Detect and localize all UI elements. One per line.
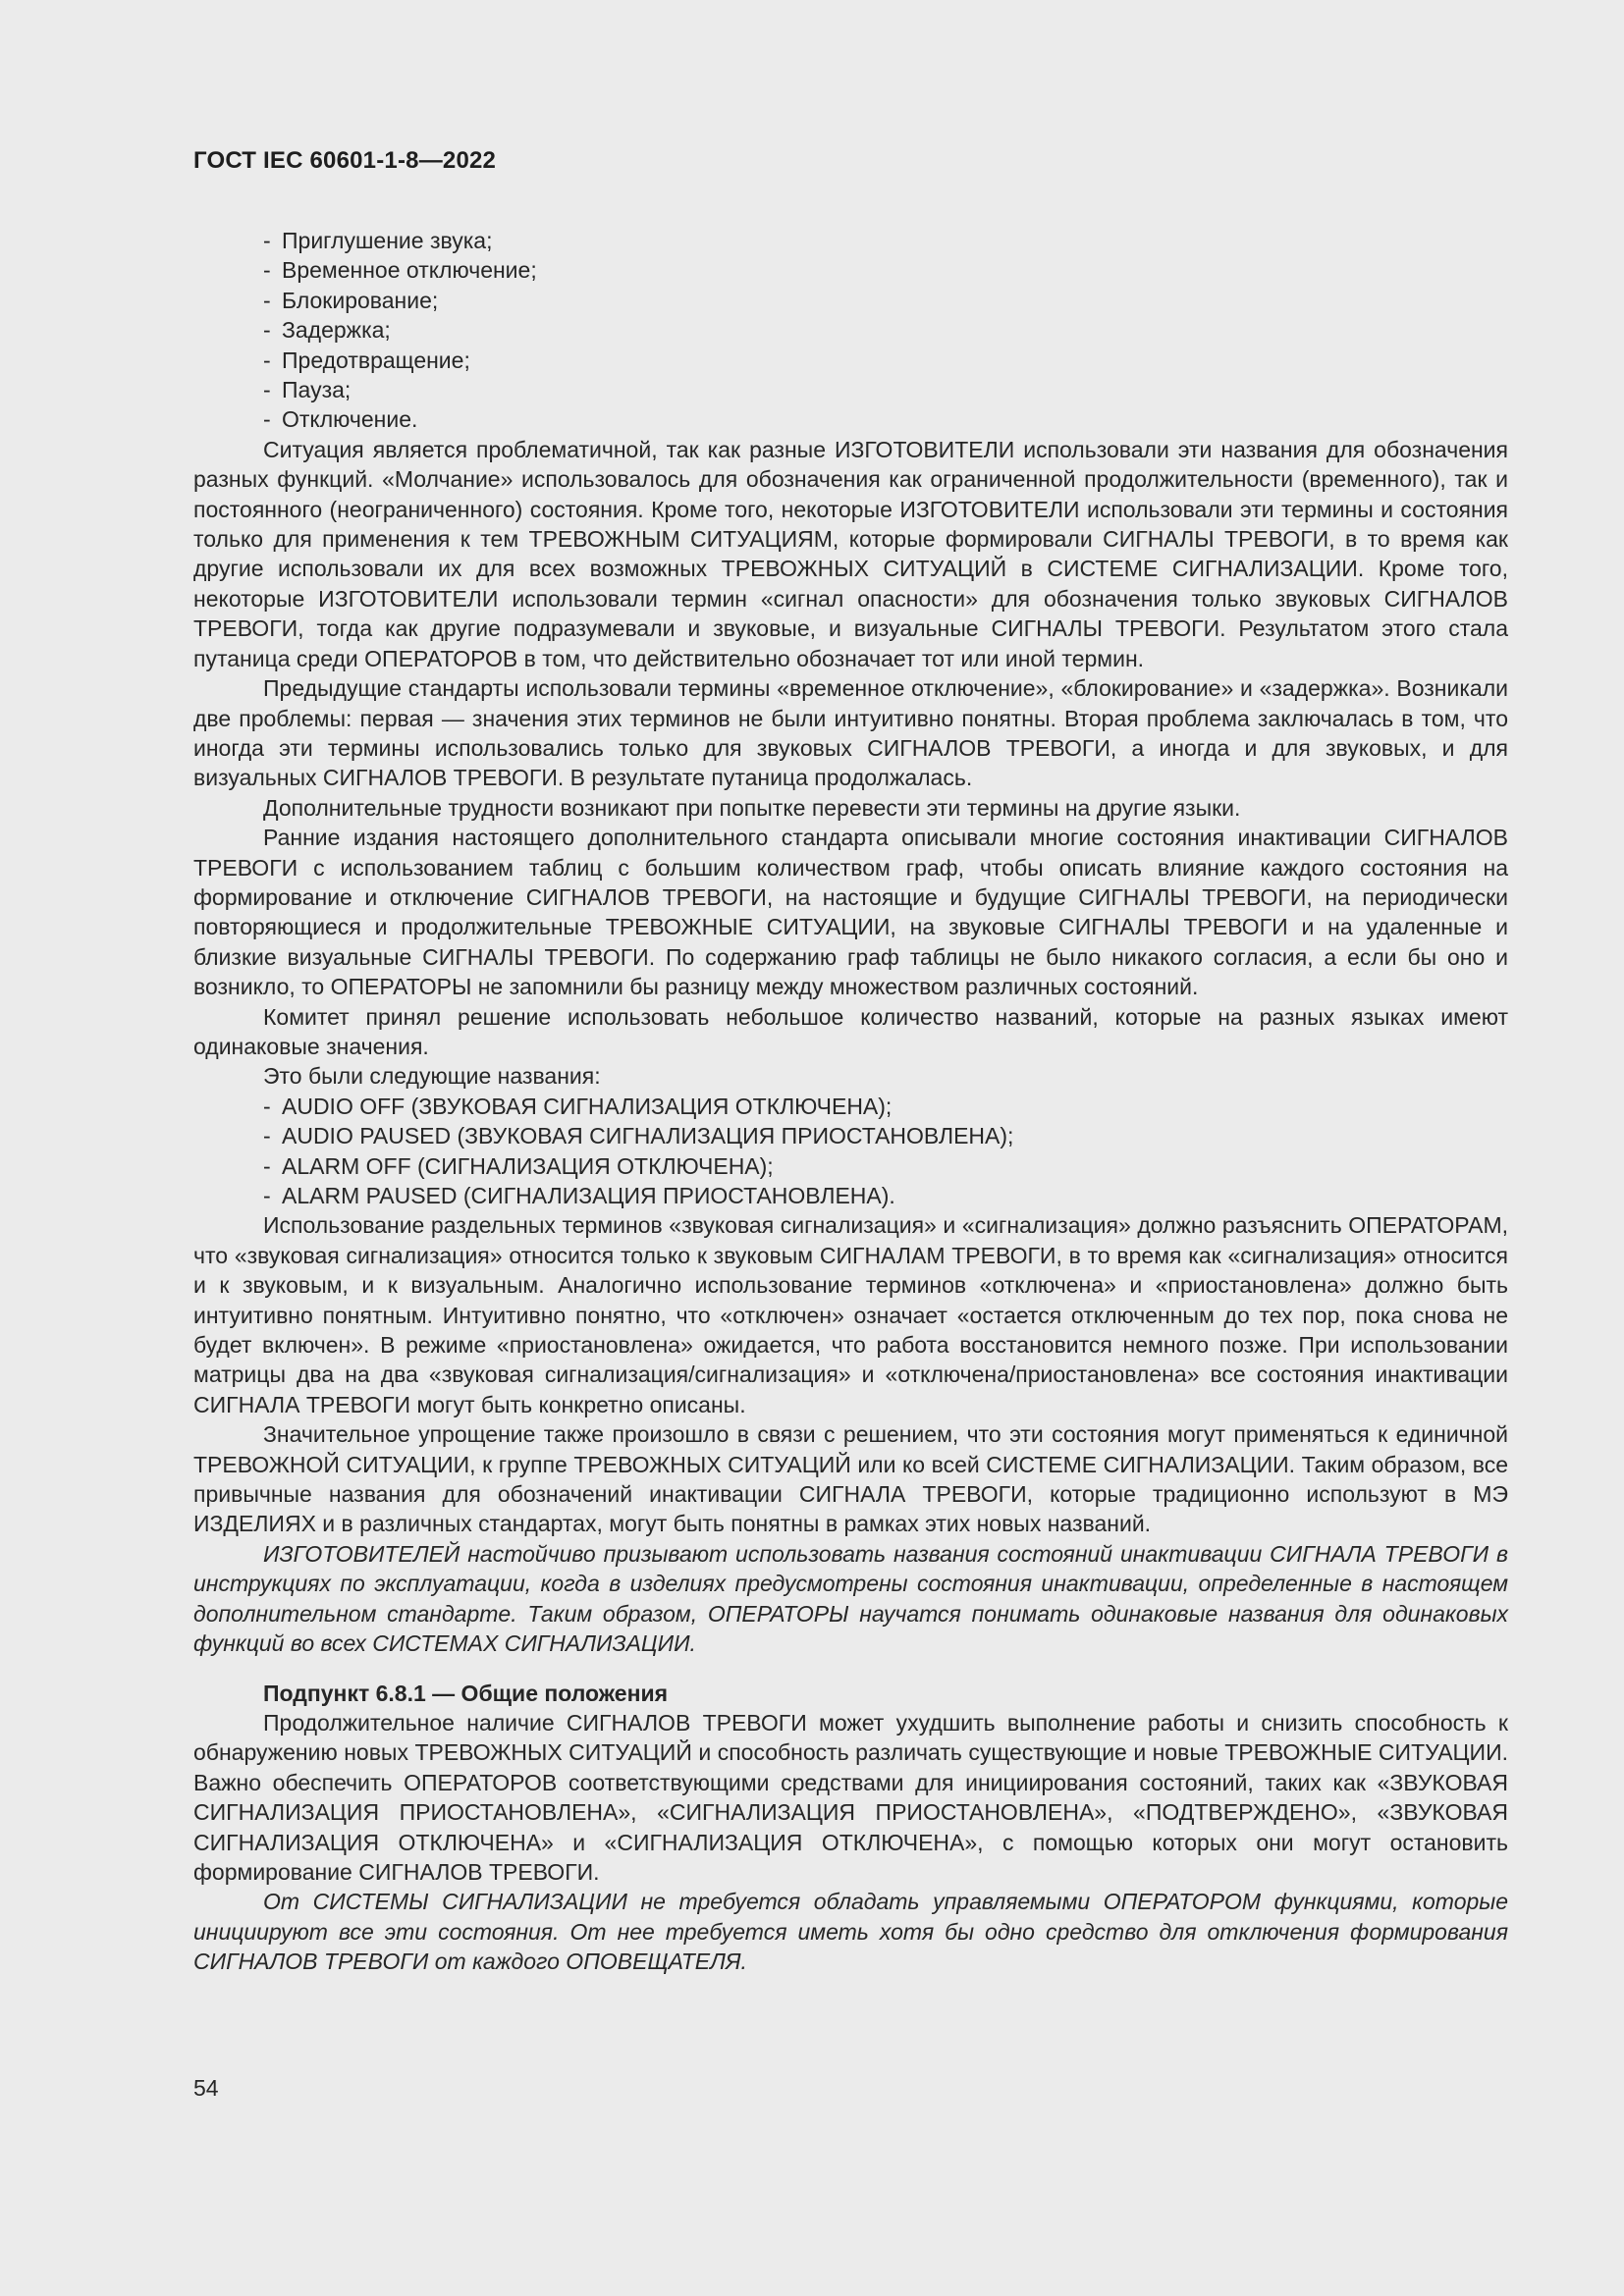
paragraph: Продолжительное наличие СИГНАЛОВ ТРЕВОГИ может ухудшить выполнение работы и снизить способность к обнаружению новых ТРЕВОЖНЫХ СИТУАЦИЙ и способность различать существующие и новые ТРЕВОЖНЫЕ СИТУАЦИИ. Важно обеспечить ОПЕРАТОРОВ соответствующими средствами для инициирования состояний, таких как «ЗВУКОВАЯ СИГНАЛИЗАЦИЯ ПРИОСТАНОВЛЕНА», «СИГНАЛИЗАЦИЯ ПРИОСТАНОВЛЕНА», «ПОДТВЕРЖДЕНО», «ЗВУКОВАЯ СИГНАЛИЗАЦИЯ ОТКЛЮЧЕНА» и «СИГНАЛИЗАЦИЯ ОТКЛЮЧЕНА», с помощью которых они могут остановить формирование СИГНАЛОВ ТРЕВОГИ. (193, 1709, 1508, 1885)
italic-note-paragraph: ИЗГОТОВИТЕЛЕЙ настойчиво призывают использовать названия состояний инактивации СИГНАЛА ТРЕВОГИ в инструкциях по эксплуатации, когда в изделиях предусмотрены состояния инактивации, определенные в настоящем дополнительном стандарте. Таким образом, ОПЕРАТОРЫ научатся понимать одинаковые названия для одинаковых функций во всех СИСТЕМАХ СИГНАЛИЗАЦИИ. (193, 1540, 1508, 1657)
paragraph: Комитет принял решение использовать небольшое количество названий, которые на разных языках имеют одинаковые значения. (193, 1003, 1508, 1059)
page-header-title: ГОСТ IEC 60601-1-8—2022 (193, 147, 497, 174)
paragraph: Использование раздельных терминов «звуковая сигнализация» и «сигнализация» должно разъяснить ОПЕРАТОРАМ, что «звуковая сигнализация» относится только к звуковым СИГНАЛАМ ТРЕВОГИ, в то время как «сигнализация» относится и к звуковым, и к визуальным. Аналогично использование терминов «отключена» и «приостановлена» должно быть интуитивно понятным. Интуитивно понятно, что «отключен» означает «остается отключенным до тех пор, пока снова не будет включен». В режиме «приостановлена» ожидается, что работа восстановится немного позже. При использовании матрицы два на два «звуковая сигнализация/сигнализация» и «отключена/приостановлена» все состояния инактивации СИГНАЛА ТРЕВОГИ могут быть конкретно описаны. (193, 1212, 1508, 1417)
list-item: - Задержка; (263, 315, 1508, 345)
page-number: 54 (193, 2075, 219, 2101)
list-item: - Предотвращение; (263, 346, 1508, 375)
list-item: - ALARM PAUSED (СИГНАЛИЗАЦИЯ ПРИОСТАНОВЛЕНА). (263, 1181, 1508, 1210)
paragraph: Предыдущие стандарты использовали термины «временное отключение», «блокирование» и «задержка». Возникали две проблемы: первая — значения этих терминов не были интуитивно понятны. Вторая проблема заключалась в том, что иногда эти термины использовались только для звуковых СИГНАЛОВ ТРЕВОГИ, а иногда и для звуковых, и для визуальных СИГНАЛОВ ТРЕВОГИ. В результате путаница продолжалась. (193, 675, 1508, 791)
paragraph: Ситуация является проблематичной, так как разные ИЗГОТОВИТЕЛИ использовали эти названия для обозначения разных функций. «Молчание» использовалось для обозначения как ограниченной продолжительности (временного), так и постоянного (неограниченного) состояния. Кроме того, некоторые ИЗГОТОВИТЕЛИ использовали эти термины и состояния только для применения к тем ТРЕВОЖНЫМ СИТУАЦИЯМ, которые формировали СИГНАЛЫ ТРЕВОГИ, в то время как другие использовали их для всех возможных ТРЕВОЖНЫХ СИТУАЦИЙ в СИСТЕМЕ СИГНАЛИЗАЦИИ. Кроме того, некоторые ИЗГОТОВИТЕЛИ использовали термин «сигнал опасности» для обозначения только звуковых СИГНАЛОВ ТРЕВОГИ, тогда как другие подразумевали и звуковые, и визуальные СИГНАЛЫ ТРЕВОГИ. Результатом этого стала путаница среди ОПЕРАТОРОВ в том, что действительно обозначает тот или иной термин. (193, 436, 1508, 671)
state-names-list (193, 1092, 1508, 1211)
inactivation-terms-list (193, 226, 1508, 435)
list-item: - Блокирование; (263, 286, 1508, 315)
list-item: - ALARM OFF (СИГНАЛИЗАЦИЯ ОТКЛЮЧЕНА); (263, 1151, 1508, 1181)
paragraph: Ранние издания настоящего дополнительного стандарта описывали многие состояния инактивации СИГНАЛОВ ТРЕВОГИ с использованием таблиц с большим количеством граф, чтобы описать влияние каждого состояния на формирование и отключение СИГНАЛОВ ТРЕВОГИ, на настоящие и будущие СИГНАЛЫ ТРЕВОГИ, на периодически повторяющиеся и продолжительные ТРЕВОЖНЫЕ СИТУАЦИИ, на звуковые СИГНАЛЫ ТРЕВОГИ и на удаленные и близкие визуальные СИГНАЛЫ ТРЕВОГИ. По содержанию граф таблицы не было никакого согласия, а если бы оно и возникло, то ОПЕРАТОРЫ не запомнили бы разницу между множеством различных состояний. (193, 825, 1508, 1000)
paragraph: Дополнительные трудности возникают при попытке перевести эти термины на другие языки. (263, 794, 1241, 821)
section-heading: Подпункт 6.8.1 — Общие положения (263, 1680, 669, 1706)
list-item: - Отключение. (263, 404, 1508, 434)
list-item: - Пауза; (263, 375, 1508, 404)
paragraph: Это были следующие названия: (263, 1063, 601, 1090)
italic-note-paragraph: От СИСТЕМЫ СИГНАЛИЗАЦИИ не требуется обладать управляемыми ОПЕРАТОРОМ функциями, которые инициируют все эти состояния. От нее требуется иметь хотя бы одно средство для отключения формирования СИГНАЛОВ ТРЕВОГИ от каждого ОПОВЕЩАТЕЛЯ. (193, 1889, 1508, 1975)
list-item: - AUDIO OFF (ЗВУКОВАЯ СИГНАЛИЗАЦИЯ ОТКЛЮЧЕНА); (263, 1092, 1508, 1121)
paragraph: Значительное упрощение также произошло в связи с решением, что эти состояния могут применяться к единичной ТРЕВОЖНОЙ СИТУАЦИИ, к группе ТРЕВОЖНЫХ СИТУАЦИЙ или ко всей СИСТЕМЕ СИГНАЛИЗАЦИИ. Таким образом, все привычные названия для обозначений инактивации СИГНАЛА ТРЕВОГИ, которые традиционно используют в МЭ ИЗДЕЛИЯХ и в различных стандартах, могут быть понятны в рамках этих новых названий. (193, 1421, 1508, 1537)
list-item: - Приглушение звука; (263, 226, 1508, 255)
list-item: - AUDIO PAUSED (ЗВУКОВАЯ СИГНАЛИЗАЦИЯ ПРИОСТАНОВЛЕНА); (263, 1121, 1508, 1150)
page-content (193, 226, 1508, 1977)
list-item: - Временное отключение; (263, 255, 1508, 285)
